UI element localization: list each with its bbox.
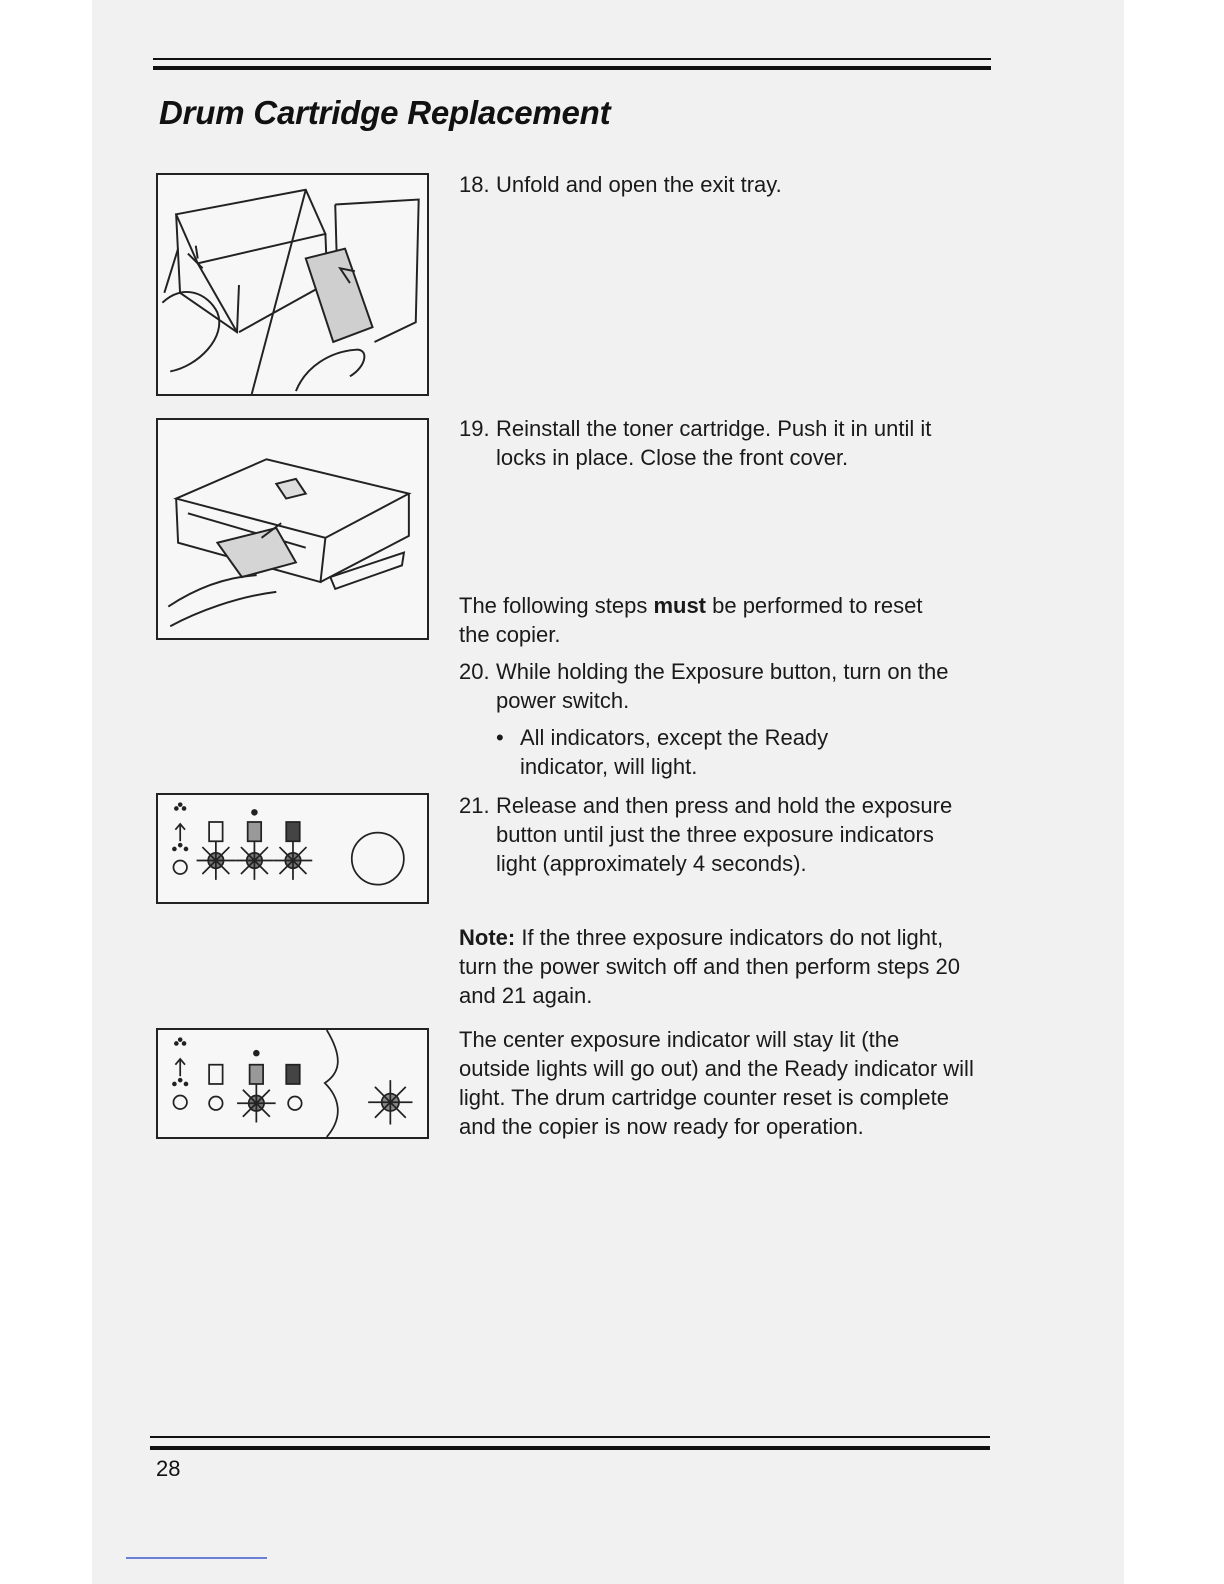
step-text: Release and then press and hold the exposure button until just the three exposure indicators light (approximately 4 seconds). (496, 793, 953, 876)
step-text: While holding the Exposure button, turn on the power switch. (496, 659, 949, 713)
toner-cartridge-illustration (156, 418, 429, 640)
header-rule-thin (153, 58, 991, 60)
note-paragraph (459, 923, 969, 1010)
page-title: Drum Cartridge Replacement (159, 94, 611, 131)
panel-center-indicator-illustration (156, 1028, 429, 1139)
step-18 (459, 170, 989, 199)
step-number: 21. (459, 793, 490, 818)
note-label: Note: (459, 925, 516, 950)
intro-text-before: The following steps (459, 593, 654, 618)
note-text: If the three exposure indicators do not light, turn the power switch off and then perform steps 20 and 21 again. (459, 925, 960, 1008)
final-paragraph: The center exposure indicator will stay lit (the outside lights will go out) and the Ready indicator will light. The drum cartridge counter reset is complete and the copier is now ready for operation. (459, 1027, 974, 1139)
indicator-bullet (496, 723, 966, 781)
exit-tray-illustration (156, 173, 429, 396)
intro-text-after: be performed to reset the copier. (459, 593, 923, 647)
bullet-text: All indicators, except the Ready indicator, will light. (520, 725, 829, 779)
toner-drawing (158, 420, 427, 638)
scan-artifact-line (126, 1557, 267, 1559)
page-number: 28 (156, 1456, 181, 1481)
footer-rule-thick (150, 1446, 990, 1450)
step-text: Reinstall the toner cartridge. Push it in until it locks in place. Close the front cover. (496, 416, 932, 470)
step-number: 19. (459, 416, 490, 441)
step-number: 20. (459, 659, 490, 684)
intro-emphasis: must (653, 593, 706, 618)
header-rule-thick (153, 66, 991, 70)
step-19 (459, 414, 989, 472)
panel-three-drawing (158, 795, 427, 902)
footer-rule-thin (150, 1436, 990, 1438)
step-text: Unfold and open the exit tray. (496, 172, 782, 197)
panel-three-indicators-illustration (156, 793, 429, 904)
reset-intro-paragraph (459, 591, 939, 649)
bullet-symbol: • (496, 725, 504, 750)
step-20 (459, 657, 989, 715)
step-21 (459, 791, 989, 878)
step-number: 18. (459, 172, 490, 197)
panel-center-drawing (158, 1030, 427, 1137)
exit-tray-drawing (158, 175, 427, 394)
